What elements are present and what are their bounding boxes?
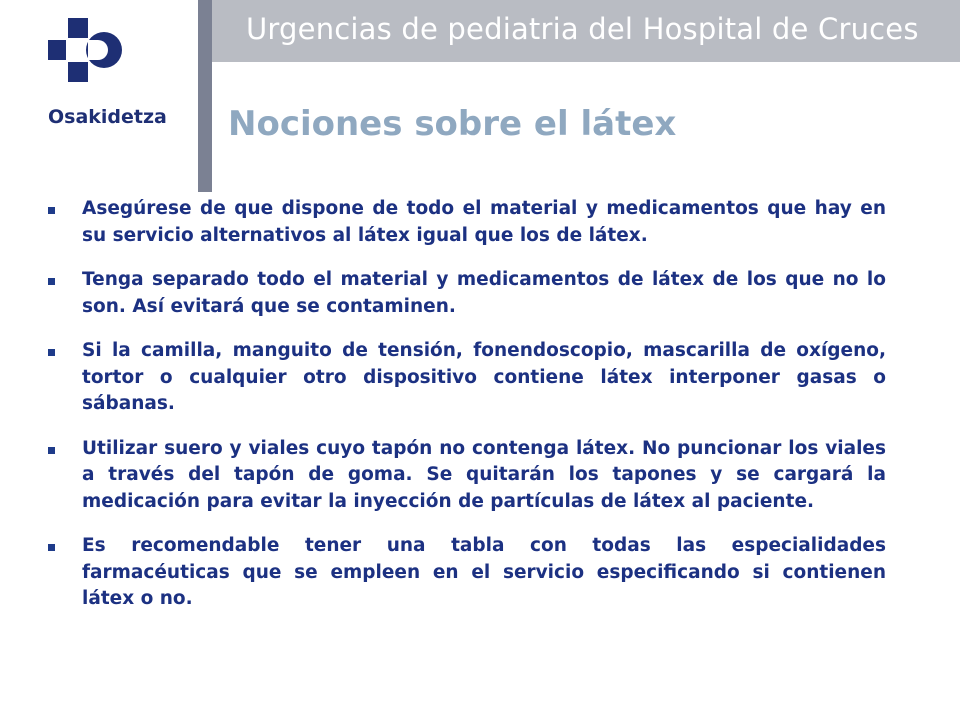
square-bullet-icon <box>48 207 55 214</box>
list-item <box>46 267 886 320</box>
vertical-accent-bar <box>198 0 212 192</box>
list-item <box>46 338 886 418</box>
list-item <box>46 196 886 249</box>
osakidetza-cross-logo-icon <box>48 18 122 92</box>
bullet-text: Si la camilla, manguito de tensión, fonendoscopio, mascarilla de oxígeno, tortor o cualquier otro dispositivo contiene látex interponer gasas o sábanas. <box>82 340 886 414</box>
slide-title: Nociones sobre el látex <box>228 104 677 144</box>
header-title: Urgencias de pediatria del Hospital de Cruces <box>246 12 919 46</box>
bullet-text: Tenga separado todo el material y medicamentos de látex de los que no lo son. Así evitará que se contaminen. <box>82 269 886 317</box>
logo-text: Osakidetza <box>48 106 167 128</box>
square-bullet-icon <box>48 544 55 551</box>
bullet-text: Es recomendable tener una tabla con todas las especialidades farmacéuticas que se empleen en el servicio especificando si contienen látex o no. <box>82 535 886 609</box>
bullet-text: Utilizar suero y viales cuyo tapón no contenga látex. No puncionar los viales a través del tapón de goma. Se quitarán los tapones y se cargará la medicación para evitar la inyección de partículas de látex al paciente. <box>82 437 886 512</box>
square-bullet-icon <box>48 447 55 454</box>
list-item <box>46 436 886 516</box>
bullet-list <box>46 196 886 631</box>
list-item <box>46 533 886 613</box>
square-bullet-icon <box>48 349 55 356</box>
osakidetza-logo <box>38 18 188 133</box>
bullet-text: Asegúrese de que dispone de todo el material y medicamentos que hay en su servicio alternativos al látex igual que los de látex. <box>82 198 886 246</box>
square-bullet-icon <box>48 278 55 285</box>
